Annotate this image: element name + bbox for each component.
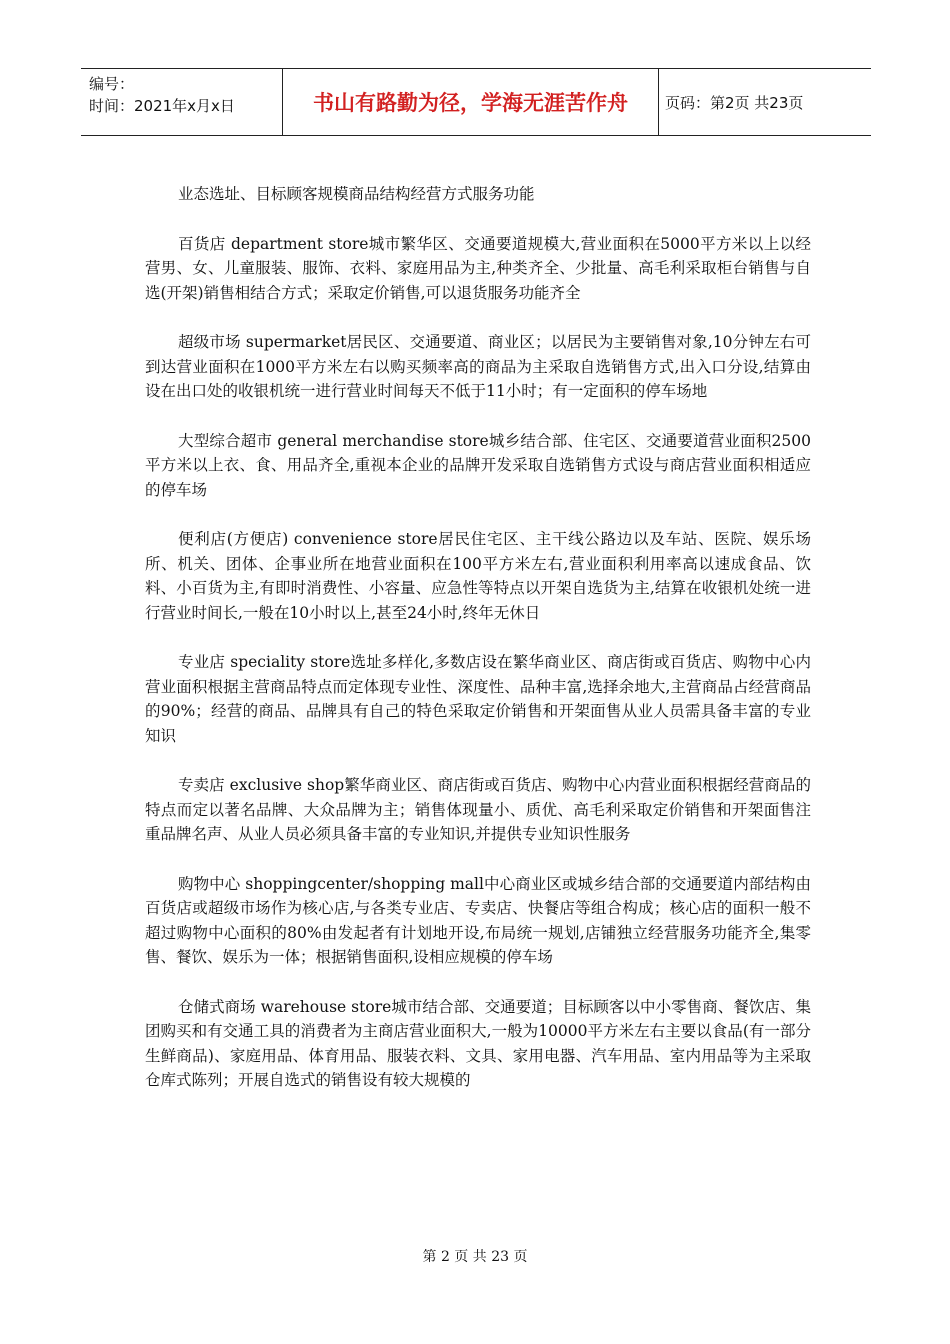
paragraph-warehouse-store: 仓储式商场 warehouse store城市结合部、交通要道；目标顾客以中小零售商、餐饮店、集团购买和有交通工具的消费者为主商店营业面积大,一般为10000平方米左右主要以食品(有一部分生鲜商品)、家庭用品、体育用品、服装衣料、文具、家用电器、汽车用品、室内用品等为主采取仓库式陈列；开展自选式的销售设有较大规模的: [145, 997, 811, 1089]
document-number-label: 编号：: [89, 75, 135, 93]
header-page-label: 页码：第2页 共23页: [665, 93, 804, 112]
page-header: [81, 68, 871, 136]
paragraph-department-store: 百货店 department store城市繁华区、交通要道规模大,营业面积在5000平方米以上以经营男、女、儿童服装、服饰、衣料、家庭用品为主,种类齐全、少批量、高毛利采取柜台销售与自选(开架)销售相结合方式；采取定价销售,可以退货服务功能齐全: [145, 234, 811, 302]
document-time-label: 时间：2021年x月x日: [89, 97, 235, 115]
paragraph-speciality-store: 专业店 speciality store选址多样化,多数店设在繁华商业区、商店街或百货店、购物中心内营业面积根据主营商品特点而定体现专业性、深度性、品种丰富,选择余地大,主营商品占经营商品的90%；经营的商品、品牌具有自己的特色采取定价销售和开架面售从业人员需具备丰富的专业知识: [145, 653, 811, 745]
header-motto: 书山有路勤为径，学海无涯苦作舟: [313, 91, 628, 115]
document-body: [145, 182, 811, 1093]
intro-paragraph: 业态选址、目标顾客规模商品结构经营方式服务功能: [178, 185, 535, 203]
page-footer: 第 2 页 共 23 页: [422, 1249, 528, 1265]
paragraph-shopping-mall: 购物中心 shoppingcenter/shopping mall中心商业区或城乡结合部的交通要道内部结构由百货店或超级市场作为核心店,与各类专业店、专卖店、快餐店等组合构成；核心店的面积一般不超过购物中心面积的80%由发起者有计划地开设,布局统一规划,店铺独立经营服务功能齐全,集零售、餐饮、娱乐为一体；根据销售面积,设相应规模的停车场: [145, 874, 811, 966]
paragraph-exclusive-shop: 专卖店 exclusive shop繁华商业区、商店街或百货店、购物中心内营业面积根据经营商品的特点而定以著名品牌、大众品牌为主；销售体现量小、质优、高毛利采取定价销售和开架面售注重品牌名声、从业人员必须具备丰富的专业知识,并提供专业知识性服务: [145, 776, 811, 843]
header-motto-cell: [283, 69, 659, 135]
paragraph-convenience-store: 便利店(方便店) convenience store居民住宅区、主干线公路边以及车站、医院、娱乐场所、机关、团体、企事业所在地营业面积在100平方米左右,营业面积利用率高以速成食品、饮料、小百货为主,有即时消费性、小容量、应急性等特点以开架自选货为主,结算在收银机处统一进行营业时间长,一般在10小时以上,甚至24小时,终年无休日: [145, 530, 811, 622]
header-info: [81, 69, 283, 135]
paragraph-general-merchandise-store: 大型综合超市 general merchandise store城乡结合部、住宅区、交通要道营业面积2500平方米以上衣、食、用品齐全,重视本企业的品牌开发采取自选销售方式设与商店营业面积相适应的停车场: [145, 431, 811, 499]
paragraph-supermarket: 超级市场 supermarket居民区、交通要道、商业区；以居民为主要销售对象,10分钟左右可到达营业面积在1000平方米左右以购买频率高的商品为主采取自选销售方式,出入口分设,结算由设在出口处的收银机统一进行营业时间每天不低于11小时；有一定面积的停车场地: [145, 333, 811, 400]
